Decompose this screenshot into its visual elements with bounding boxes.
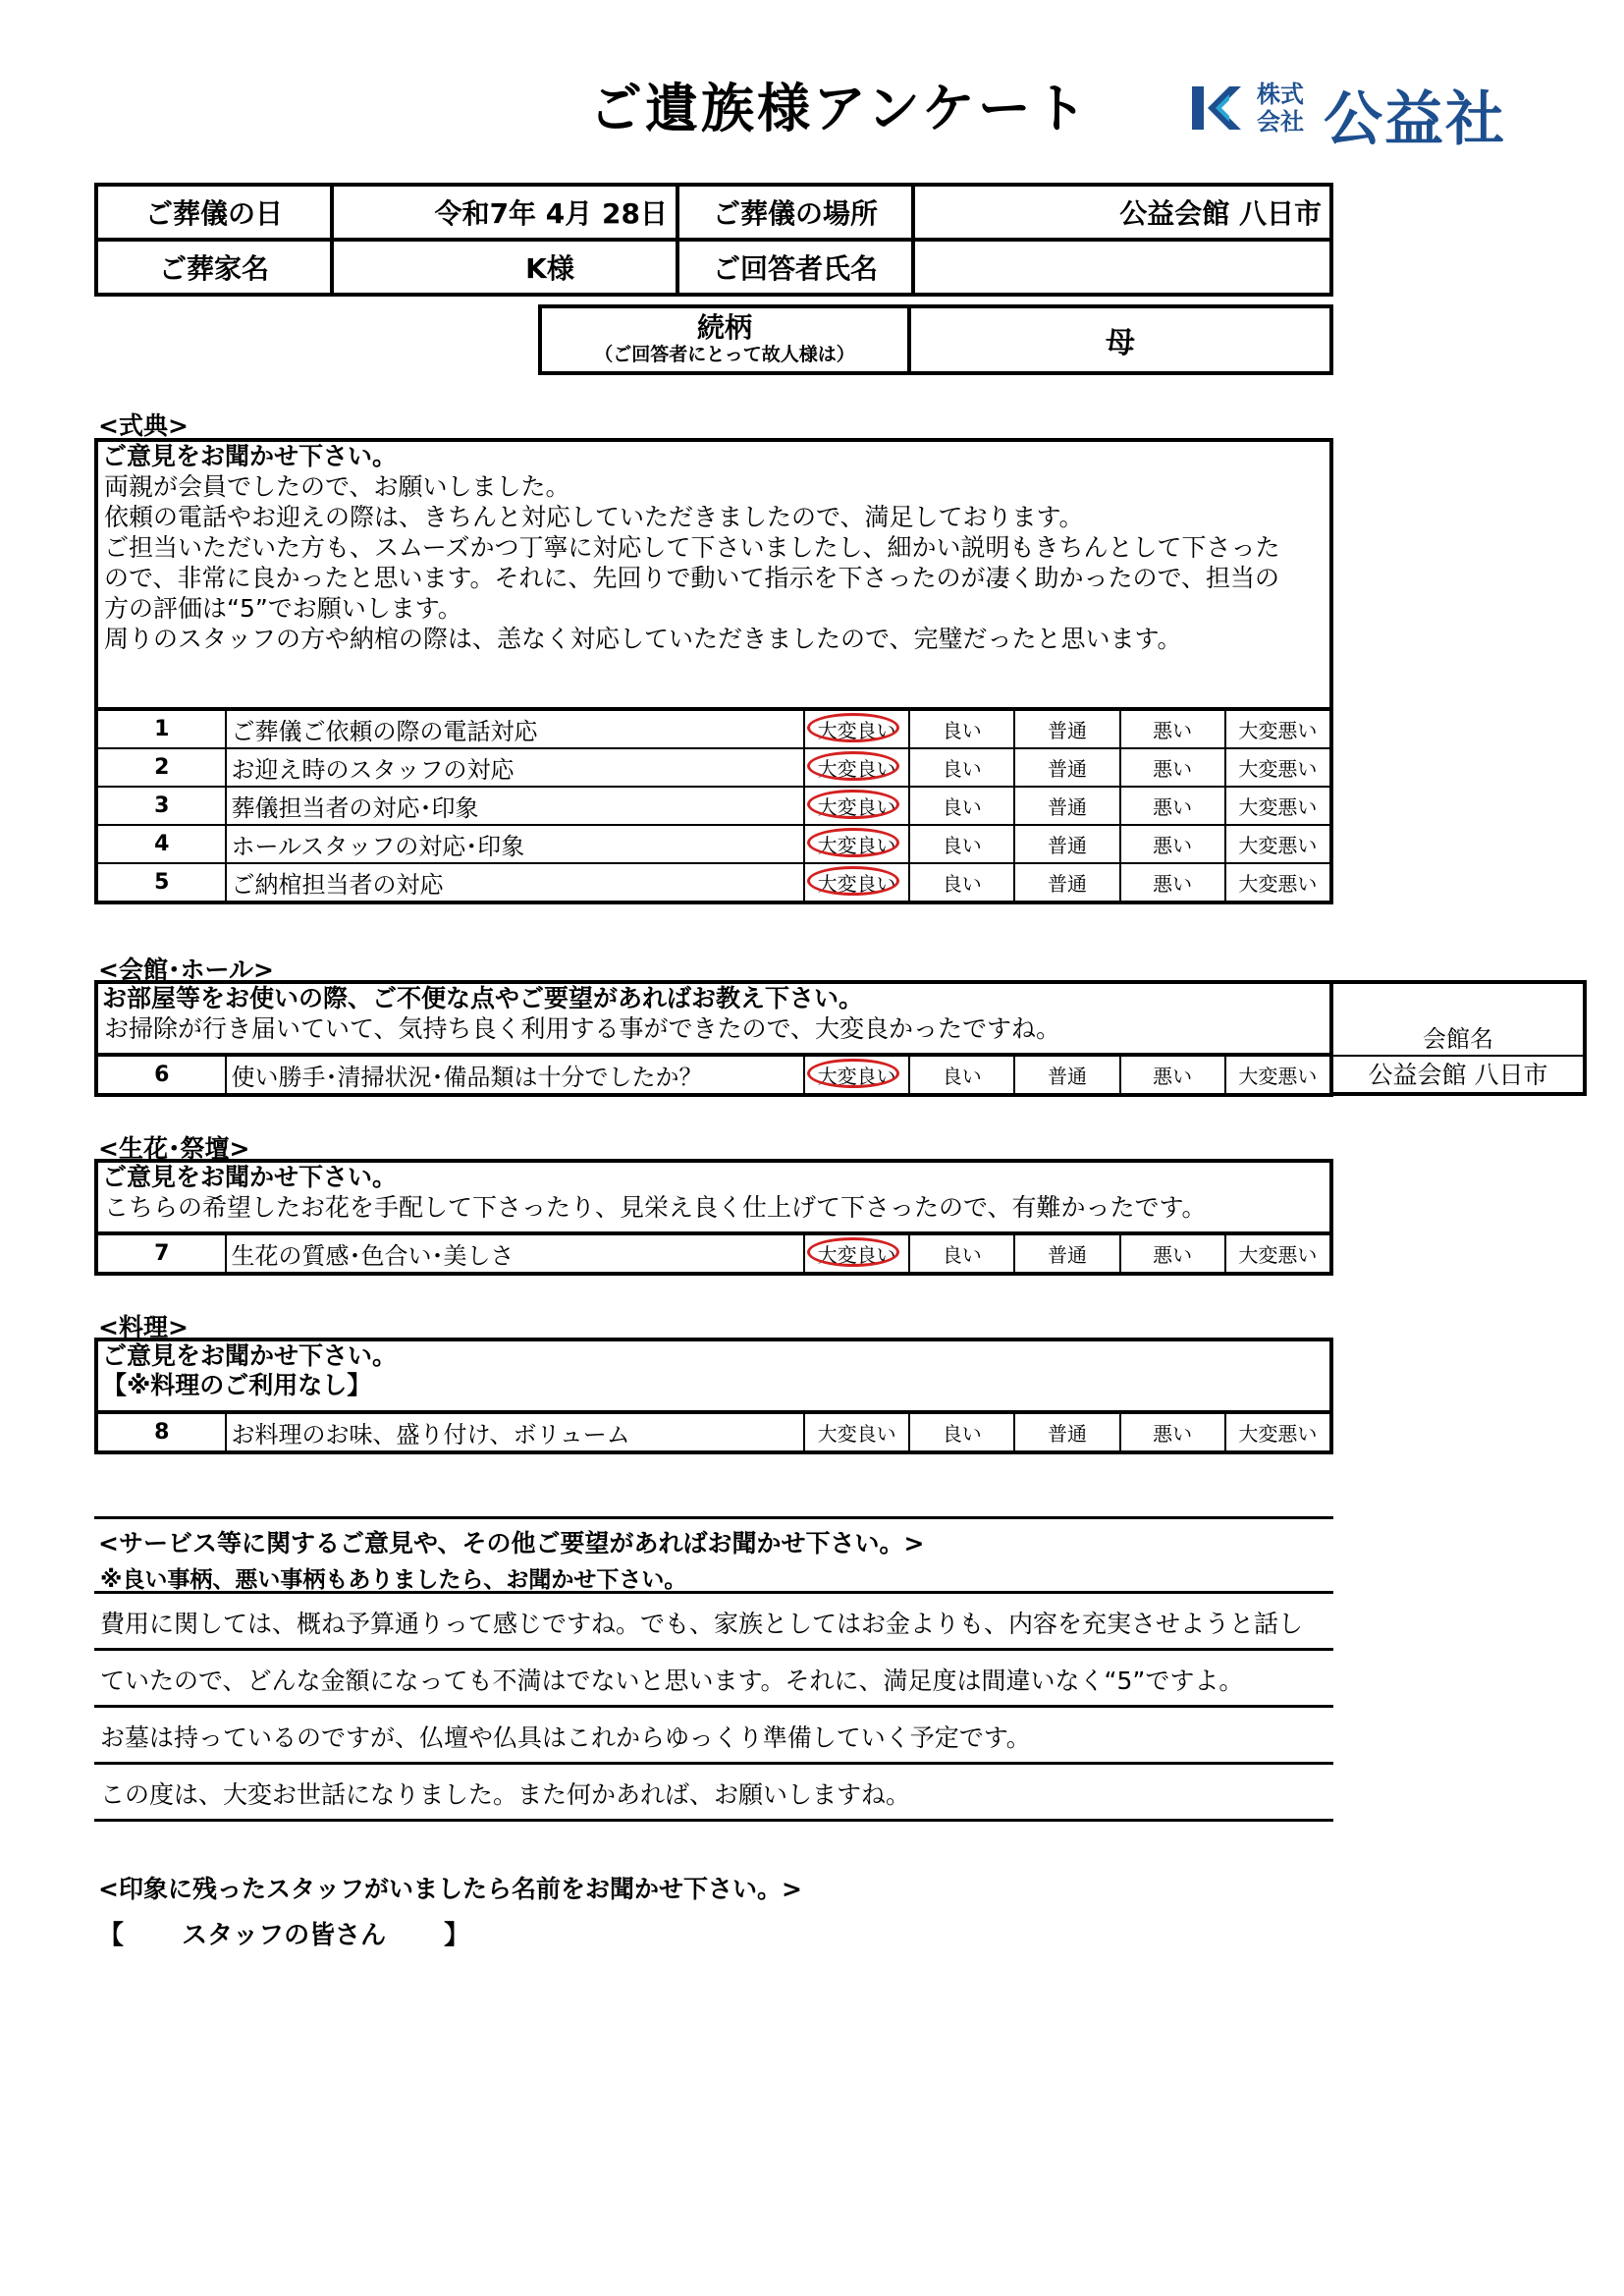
date-label: ご葬儀の日 — [96, 185, 332, 240]
rating-option[interactable] — [909, 709, 1014, 748]
rating-option[interactable] — [909, 1055, 1014, 1095]
rating-row-number: 1 — [96, 709, 226, 748]
rating-option-label: 良い — [942, 1243, 982, 1267]
rating-row-item: 葬儀担当者の対応･印象 — [226, 787, 804, 825]
rating-row-item: お迎え時のスタッフの対応 — [226, 748, 804, 787]
rating-option[interactable] — [1225, 863, 1331, 902]
rating-row-item: 生花の質感･色合い･美しさ — [226, 1233, 804, 1274]
rating-option[interactable] — [909, 748, 1014, 787]
rating-option[interactable] — [1014, 748, 1119, 787]
rating-option[interactable] — [804, 748, 909, 787]
rating-option[interactable] — [1014, 1055, 1119, 1095]
rating-option-label: 悪い — [1153, 795, 1193, 819]
rating-option-label: 良い — [942, 795, 982, 819]
relation-value: 母 — [909, 306, 1331, 373]
ceremony-answer-line: 両親が会員でしたので、お願いしました。 — [104, 472, 570, 501]
staff-answer — [98, 1915, 469, 1951]
rating-row-number: 6 — [96, 1055, 226, 1095]
service-rule — [94, 1591, 1333, 1594]
selected-circle-mark — [807, 713, 899, 742]
rating-option-label: 普通 — [1047, 872, 1087, 896]
selected-circle-mark — [807, 751, 899, 781]
food-comment-box — [94, 1338, 1333, 1414]
rating-option-label: 悪い — [1153, 872, 1193, 896]
rating-option-label: 普通 — [1047, 1065, 1087, 1088]
rating-option[interactable] — [909, 1412, 1014, 1452]
place-label: ご葬儀の場所 — [677, 185, 913, 240]
service-line: ていたので、どんな金額になっても不満はでないと思います。それに、満足度は間違いなく“5”ですよ。 — [100, 1667, 1244, 1695]
rating-row-item: ご納棺担当者の対応 — [226, 863, 804, 902]
rating-option-label: 良い — [942, 1065, 982, 1088]
flowers-answer: こちらの希望したお花を手配して下さったり、見栄え良く仕上げて下さったので、有難かったです。 — [104, 1193, 1207, 1222]
food-rating-table — [94, 1410, 1333, 1454]
service-heading: <サービス等に関するご意見や、その他ご要望があればお聞かせ下さい。> — [98, 1529, 925, 1558]
rating-row-item: お料理のお味、盛り付け、ボリューム — [226, 1412, 804, 1452]
rating-option-label: 普通 — [1047, 1422, 1087, 1446]
rating-option-label: 良い — [942, 1422, 982, 1446]
flowers-rating-table — [94, 1231, 1333, 1276]
rating-option[interactable] — [804, 1412, 909, 1452]
rating-option-label: 大変良い — [817, 1065, 896, 1088]
rating-option[interactable] — [1014, 787, 1119, 825]
rating-option-label: 悪い — [1153, 1422, 1193, 1446]
rating-row-number: 2 — [96, 748, 226, 787]
rating-option[interactable] — [804, 787, 909, 825]
ceremony-heading: <式典> — [98, 411, 189, 440]
family-label: ご葬家名 — [96, 240, 332, 295]
date-value: 令和7年 4月 28日 — [332, 185, 677, 240]
rating-option-label: 悪い — [1153, 757, 1193, 781]
rating-row — [96, 748, 1331, 787]
hall-rating-table — [94, 1053, 1333, 1097]
rating-option-label: 良い — [942, 872, 982, 896]
rating-option[interactable] — [1225, 748, 1331, 787]
staff-heading: <印象に残ったスタッフがいましたら名前をお聞かせ下さい。> — [98, 1875, 802, 1903]
service-line: 費用に関しては、概ね予算通りって感じですね。でも、家族としてはお金よりも、内容を充実させようと話し — [100, 1610, 1304, 1638]
rating-option[interactable] — [1120, 709, 1225, 748]
rating-option-label: 大変良い — [817, 795, 896, 819]
staff-name: スタッフの皆さん — [182, 1921, 387, 1950]
rating-option-label: 大変悪い — [1238, 1065, 1318, 1088]
selected-circle-mark — [807, 1237, 899, 1267]
rating-option[interactable] — [1014, 825, 1119, 863]
company-logo — [1186, 79, 1549, 154]
rating-row — [96, 787, 1331, 825]
rating-row-number: 8 — [96, 1412, 226, 1452]
staff-bracket-close: 】 — [444, 1921, 470, 1950]
rating-option[interactable] — [1225, 1055, 1331, 1095]
selected-circle-mark — [807, 1059, 899, 1088]
flowers-heading: <生花･祭壇> — [98, 1134, 250, 1163]
service-line: この度は、大変お世話になりました。また何かあれば、お願いしますね。 — [100, 1780, 911, 1809]
rating-option[interactable] — [1225, 1233, 1331, 1274]
rating-option[interactable] — [909, 1233, 1014, 1274]
rating-option-label: 大変悪い — [1238, 1422, 1318, 1446]
rating-option[interactable] — [1014, 863, 1119, 902]
respondent-label: ご回答者氏名 — [677, 240, 913, 295]
hall-name-value: 公益会館 八日市 — [1333, 1055, 1583, 1094]
selected-circle-mark — [807, 828, 899, 857]
rating-option[interactable] — [909, 825, 1014, 863]
relation-sub: （ご回答者にとって故人様は） — [594, 344, 855, 365]
rating-option[interactable] — [1225, 825, 1331, 863]
service-top-rule — [94, 1516, 1333, 1519]
ceremony-comment-box — [94, 438, 1333, 711]
rating-option[interactable] — [1120, 863, 1225, 902]
rating-option[interactable] — [1014, 709, 1119, 748]
rating-option[interactable] — [1120, 1055, 1225, 1095]
staff-bracket-open: 【 — [98, 1921, 125, 1950]
rating-option-label: 良い — [942, 834, 982, 857]
rating-option-label: 大変良い — [817, 1243, 896, 1267]
rating-option[interactable] — [1225, 1412, 1331, 1452]
rating-row — [96, 709, 1331, 748]
ceremony-answer-line: 方の評価は“5”でお願いします。 — [104, 594, 462, 623]
service-sub: ※良い事柄、悪い事柄もありましたら、お聞かせ下さい。 — [100, 1567, 687, 1593]
selected-circle-mark — [807, 790, 899, 819]
rating-option-label: 普通 — [1047, 795, 1087, 819]
rating-option[interactable] — [804, 863, 909, 902]
hall-prompt: お部屋等をお使いの際、ご不便な点やご要望があればお教え下さい。 — [102, 984, 864, 1012]
rating-row-number: 7 — [96, 1233, 226, 1274]
ceremony-rating-table — [94, 707, 1333, 904]
rating-option-label: 悪い — [1153, 1243, 1193, 1267]
company-mark-icon — [1186, 79, 1245, 137]
rating-option[interactable] — [1014, 1412, 1119, 1452]
rating-row — [96, 1055, 1331, 1095]
logo-name: 公益社 — [1324, 85, 1506, 154]
rating-option-label: 良い — [942, 757, 982, 781]
service-rule — [94, 1705, 1333, 1708]
service-rule — [94, 1819, 1333, 1822]
rating-option[interactable] — [804, 709, 909, 748]
rating-option-label: 普通 — [1047, 757, 1087, 781]
rating-row — [96, 1233, 1331, 1274]
rating-option-label: 大変悪い — [1238, 757, 1318, 781]
family-value: K様 — [332, 240, 677, 295]
rating-option[interactable] — [1120, 787, 1225, 825]
ceremony-answer-line: 周りのスタッフの方や納棺の際は、恙なく対応していただきましたので、完璧だったと思います。 — [104, 625, 1182, 653]
rating-option[interactable] — [1225, 787, 1331, 825]
rating-option-label: 大変良い — [817, 872, 896, 896]
rating-option-label: 大変良い — [817, 1422, 896, 1446]
food-heading: <料理> — [98, 1313, 189, 1341]
rating-row-number: 5 — [96, 863, 226, 902]
rating-option[interactable] — [909, 787, 1014, 825]
service-rule — [94, 1648, 1333, 1651]
relation-table — [538, 304, 1333, 375]
rating-option-label: 普通 — [1047, 1243, 1087, 1267]
rating-option-label: 大変悪い — [1238, 872, 1318, 896]
selected-circle-mark — [807, 866, 899, 896]
rating-option-label: 悪い — [1153, 719, 1193, 742]
ceremony-prompt: ご意見をお聞かせ下さい。 — [102, 442, 398, 470]
rating-option-label: 悪い — [1153, 834, 1193, 857]
rating-row — [96, 825, 1331, 863]
rating-option-label: 大変良い — [817, 719, 896, 742]
rating-option[interactable] — [1120, 825, 1225, 863]
rating-option-label: 大変悪い — [1238, 834, 1318, 857]
rating-row-item: ホールスタッフの対応･印象 — [226, 825, 804, 863]
rating-option-label: 大変悪い — [1238, 795, 1318, 819]
rating-option-label: 大変悪い — [1238, 1243, 1318, 1267]
rating-option-label: 大変悪い — [1238, 719, 1318, 742]
relation-label: 続柄 — [696, 311, 752, 344]
service-rule — [94, 1762, 1333, 1765]
rating-row-item: ご葬儀ご依頼の際の電話対応 — [226, 709, 804, 748]
relation-label-cell — [540, 306, 909, 373]
rating-option-label: 普通 — [1047, 834, 1087, 857]
rating-option[interactable] — [1120, 1412, 1225, 1452]
flowers-comment-box — [94, 1159, 1333, 1235]
rating-option[interactable] — [1120, 748, 1225, 787]
hall-name-label: 会館名 — [1423, 1025, 1493, 1053]
hall-answer: お掃除が行き届いていて、気持ち良く利用する事ができたので、大変良かったですね。 — [104, 1014, 1061, 1043]
rating-option[interactable] — [1014, 1233, 1119, 1274]
service-line: お墓は持っているのですが、仏壇や仏具はこれからゆっくり準備していく予定です。 — [100, 1723, 1031, 1752]
rating-option-label: 大変良い — [817, 757, 896, 781]
hall-comment-box — [94, 980, 1333, 1057]
food-prompt: ご意見をお聞かせ下さい。 — [102, 1341, 398, 1370]
rating-option[interactable] — [1225, 709, 1331, 748]
rating-option[interactable] — [804, 1233, 909, 1274]
hall-name-box — [1329, 980, 1587, 1096]
rating-row — [96, 863, 1331, 902]
logo-small-text: 株式 会社 — [1257, 81, 1304, 136]
rating-option-label: 普通 — [1047, 719, 1087, 742]
rating-row — [96, 1412, 1331, 1452]
ceremony-answer-line: ので、非常に良かったと思います。それに、先回りで動いて指示を下さったのが凄く助かったので、担当の — [104, 564, 1280, 592]
rating-row-item: 使い勝手･清掃状況･備品類は十分でしたか？ — [226, 1055, 804, 1095]
place-value: 公益会館 八日市 — [913, 185, 1331, 240]
rating-row-number: 4 — [96, 825, 226, 863]
rating-option-label: 大変良い — [817, 834, 896, 857]
ceremony-answer-line: ご担当いただいた方も、スムーズかつ丁寧に対応して下さいましたし、細かい説明もきちんとして下さった — [104, 533, 1280, 562]
rating-option[interactable] — [909, 863, 1014, 902]
rating-option[interactable] — [804, 1055, 909, 1095]
page-title: ご遺族様アンケート — [589, 78, 1090, 139]
flowers-prompt: ご意見をお聞かせ下さい。 — [102, 1163, 398, 1191]
rating-option[interactable] — [804, 825, 909, 863]
respondent-value — [913, 240, 1331, 295]
rating-option[interactable] — [1120, 1233, 1225, 1274]
header-table — [94, 183, 1333, 297]
hall-heading: <会館･ホール> — [98, 956, 274, 984]
ceremony-answer-line: 依頼の電話やお迎えの際は、きちんと対応していただきましたので、満足しております。 — [104, 503, 1084, 531]
food-note: 【※料理のご利用なし】 — [102, 1371, 372, 1399]
rating-option-label: 悪い — [1153, 1065, 1193, 1088]
rating-row-number: 3 — [96, 787, 226, 825]
rating-option-label: 良い — [942, 719, 982, 742]
